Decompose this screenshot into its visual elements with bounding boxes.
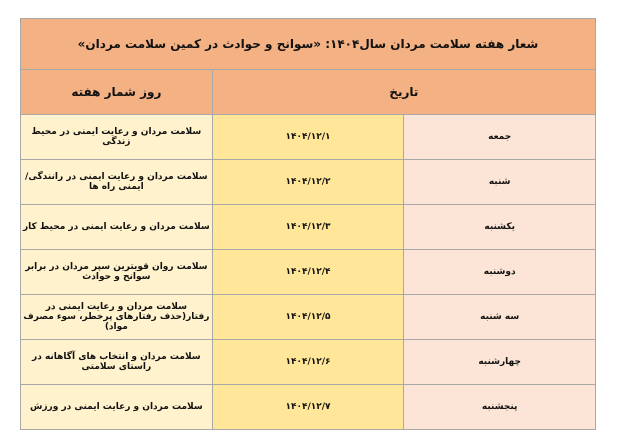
day-cell: پنجشنبه: [404, 385, 596, 430]
date-cell: ۱۴۰۴/۱۲/۶: [212, 340, 404, 385]
slogan-cell: سلامت مردان و رعایت ایمنی در محیط کار: [21, 205, 213, 250]
day-cell: یکشنبه: [404, 205, 596, 250]
table-row: [21, 205, 596, 250]
slogan-cell: سلامت مردان و رعایت ایمنی در ورزش: [21, 385, 213, 430]
slogan-cell: سلامت روان قویترین سپر مردان در برابر سوانح و حوادث: [21, 250, 213, 295]
header-date: تاریخ: [212, 70, 595, 115]
day-cell: دوشنبه: [404, 250, 596, 295]
date-cell: ۱۴۰۴/۱۲/۷: [212, 385, 404, 430]
table-row: [21, 160, 596, 205]
health-week-table: [20, 18, 596, 430]
slogan-cell: سلامت مردان و رعایت ایمنی در رانندگی/ ایمنی راه ها: [21, 160, 213, 205]
health-week-table-container: [20, 18, 596, 438]
day-cell: چهارشنبه: [404, 340, 596, 385]
date-cell: ۱۴۰۴/۱۲/۱: [212, 115, 404, 160]
table-title: شعار هفته سلامت مردان سال۱۴۰۴: «سوانح و حوادث در کمین سلامت مردان»: [21, 19, 596, 70]
day-cell: سه شنبه: [404, 295, 596, 340]
table-row: [21, 340, 596, 385]
date-cell: ۱۴۰۴/۱۲/۲: [212, 160, 404, 205]
date-cell: ۱۴۰۴/۱۲/۳: [212, 205, 404, 250]
date-cell: ۱۴۰۴/۱۲/۴: [212, 250, 404, 295]
table-row: [21, 385, 596, 430]
day-cell: جمعه: [404, 115, 596, 160]
table-row: [21, 295, 596, 340]
header-slogan: روز شمار هفته: [21, 70, 213, 115]
slogan-cell: سلامت مردان و انتخاب های آگاهانه در راستای سلامتی: [21, 340, 213, 385]
table-row: [21, 250, 596, 295]
date-cell: ۱۴۰۴/۱۲/۵: [212, 295, 404, 340]
header-row: [21, 70, 596, 115]
title-row: [21, 19, 596, 70]
day-cell: شنبه: [404, 160, 596, 205]
slogan-cell: سلامت مردان و رعایت ایمنی در محیط زندگی: [21, 115, 213, 160]
slogan-cell: سلامت مردان و رعایت ایمنی در رفتار(حذف رفتارهای پرخطر، سوء مصرف مواد): [21, 295, 213, 340]
table-row: [21, 115, 596, 160]
